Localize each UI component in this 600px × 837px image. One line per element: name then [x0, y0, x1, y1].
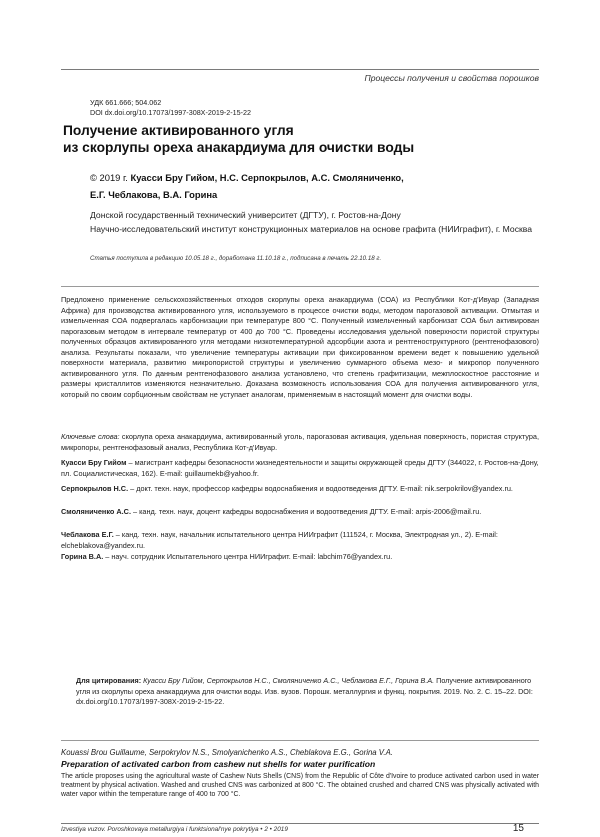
author-info-text: – канд. техн. наук, доцент кафедры водоснабжения и водоотведения ДГТУ. E-mail: arpis-2006@mail.ru. — [130, 507, 482, 516]
received-dates: Статья поступила в редакцию 10.05.18 г., доработана 11.10.18 г., подписана в печать 22.10.18 г. — [90, 255, 382, 262]
author-info-name: Горина В.А. — [61, 552, 104, 561]
running-head: Процессы получения и свойства порошков — [364, 73, 539, 83]
author-info-name: Серпокрылов Н.С. — [61, 484, 129, 493]
footer-rule — [61, 823, 539, 824]
author-info-1 — [61, 458, 539, 480]
citation-text: Получение активированного угля из скорлупы ореха анакардиума для очистки воды. Изв. вузов. Порошк. металлургия и функц. покрытия. 2019. No. 2. С. 15–22. DOI: dx.doi.org/10.17073/1997-308X-2019-2-15-22. — [76, 676, 533, 706]
author-info-name: Куасси Бру Гийом — [61, 458, 127, 467]
author-info-3 — [61, 507, 539, 518]
author-info-text: – докт. техн. наук, профессор кафедры водоснабжения и водоотведения ДГТУ. E-mail: nik.serpokrilov@yandex.ru. — [128, 484, 513, 493]
citation-block — [76, 676, 538, 708]
keywords-block — [61, 432, 539, 453]
title-line-2: из скорлупы ореха анакардиума для очистки воды — [63, 140, 415, 155]
citation-label: Для цитирования: — [76, 676, 142, 685]
section-rule — [61, 286, 539, 287]
udc-code: УДК 661.666; 504.062 — [90, 98, 162, 107]
authors-line-1: Куасси Бру Гийом, Н.С. Серпокрылов, А.С. Смоляниченко, — [130, 172, 404, 183]
footer-journal-name: Izvestiya vuzov. Poroshkovaya metallurgiya i funktsional'nye pokrytiya • 2 • 2019 — [61, 826, 288, 833]
article-title — [63, 122, 533, 156]
keywords-label: Ключевые слова: — [61, 432, 120, 441]
abstract-ru: Предложено применение сельскохозяйственных отходов скорлупы ореха анакардиума (СОА) из Республики Кот-д'Ивуар (Западная Африка) для производства активированного угля, используемого в процессе очистки воды, методом парогазовой активации. Отмытая и измельченная СОА подвергалась карбонизации при температуре 800 °С. Полученный измельченный карбонизат СОА был активирован парогазовым методом в интервале температур от 400 до 700 °С. Проведены исследования удельной поверхности пористой структуры полученных образцов активированного угля методами низкотемпературной адсорбции азота и рентгеноструктурного (рентгенофазового) анализа. Результаты показали, что увеличение температуры активации при фиксированном времени ведет к повышению удельной поверхности материала, развитию микропористой структуры и увеличению суммарного объема мезо- и микропор полученного активированного угля. По данным рентгенофазового анализа установлено, что степень графитизации, межплоскостное расстояние и размеры кристаллитов изменяются незначительно. Доказана возможность использования СОА для получения активированного угля, который по своим сорбционным свойствам не уступает аналогам, применяемым в настоящий момент для очистки воды. — [61, 295, 539, 399]
copyright: © 2019 г. — [90, 172, 128, 183]
author-list — [90, 169, 530, 203]
section-rule — [61, 740, 539, 741]
page-number: 15 — [512, 823, 524, 834]
author-info-text: – магистрант кафедры безопасности жизнедеятельности и защиты окружающей среды ДГТУ (344022, г. Ростов-на-Дону, пл. Социалистическая, 162). E-mail: guillaumekb@yahoo.fr. — [61, 458, 539, 478]
abstract-en: The article proposes using the agricultural waste of Cashew Nuts Shells (CNS) from the Republic of Côte d'Ivoire to produce activated carbon used in water treatment by physical activation. Washed and crushed CNS was carbonized at 800 °C. The obtained crushed and charred CNS was physically activated with water vapor within the temperature range of 400 to 700 °C. — [61, 773, 539, 799]
citation-authors: Куасси Бру Гийом, Серпокрылов Н.С., Смоляниченко А.С., Чеблакова Е.Г., Горина В.А. — [143, 676, 435, 685]
author-info-name: Смоляниченко А.С. — [61, 507, 131, 516]
authors-line-2: Е.Г. Чеблакова, В.А. Горина — [90, 189, 218, 200]
author-info-5 — [61, 552, 539, 563]
affiliation-niigrafit: Научно-исследовательский институт конструкционных материалов на основе графита (НИИграфит), г. Москва — [90, 224, 533, 234]
author-info-text: – науч. сотрудник Испытательного центра НИИграфит. E-mail: labchim76@yandex.ru. — [103, 552, 393, 561]
english-authors: Kouassi Brou Guillaume, Serpokrylov N.S., Smolyanichenko A.S., Cheblakova E.G., Gorina V.A. — [61, 748, 393, 757]
affiliation-dgtu: Донской государственный технический университет (ДГТУ), г. Ростов-на-Дону — [90, 210, 401, 220]
english-title: Preparation of activated carbon from cashew nut shells for water purification — [61, 759, 376, 769]
doi: DOI dx.doi.org/10.17073/1997-308X-2019-2-15-22 — [90, 108, 252, 117]
author-info-name: Чеблакова Е.Г. — [61, 530, 114, 539]
header-rule — [61, 69, 539, 70]
keywords-text: скорлупа ореха анакардиума, активированный уголь, парогазовая активация, удельная поверхность, пористая структура, микропоры, рентгенофазовый анализ, Республика Кот-д'Ивуар. — [61, 432, 540, 452]
title-line-1: Получение активированного угля — [63, 123, 294, 138]
author-info-text: – канд. техн. наук, начальник испытательного центра НИИграфит (111524, г. Москва, Электродная ул., 2). E-mail: elcheblakova@yandex.ru. — [61, 530, 498, 550]
author-info-2 — [61, 484, 539, 495]
author-info-4 — [61, 530, 539, 552]
